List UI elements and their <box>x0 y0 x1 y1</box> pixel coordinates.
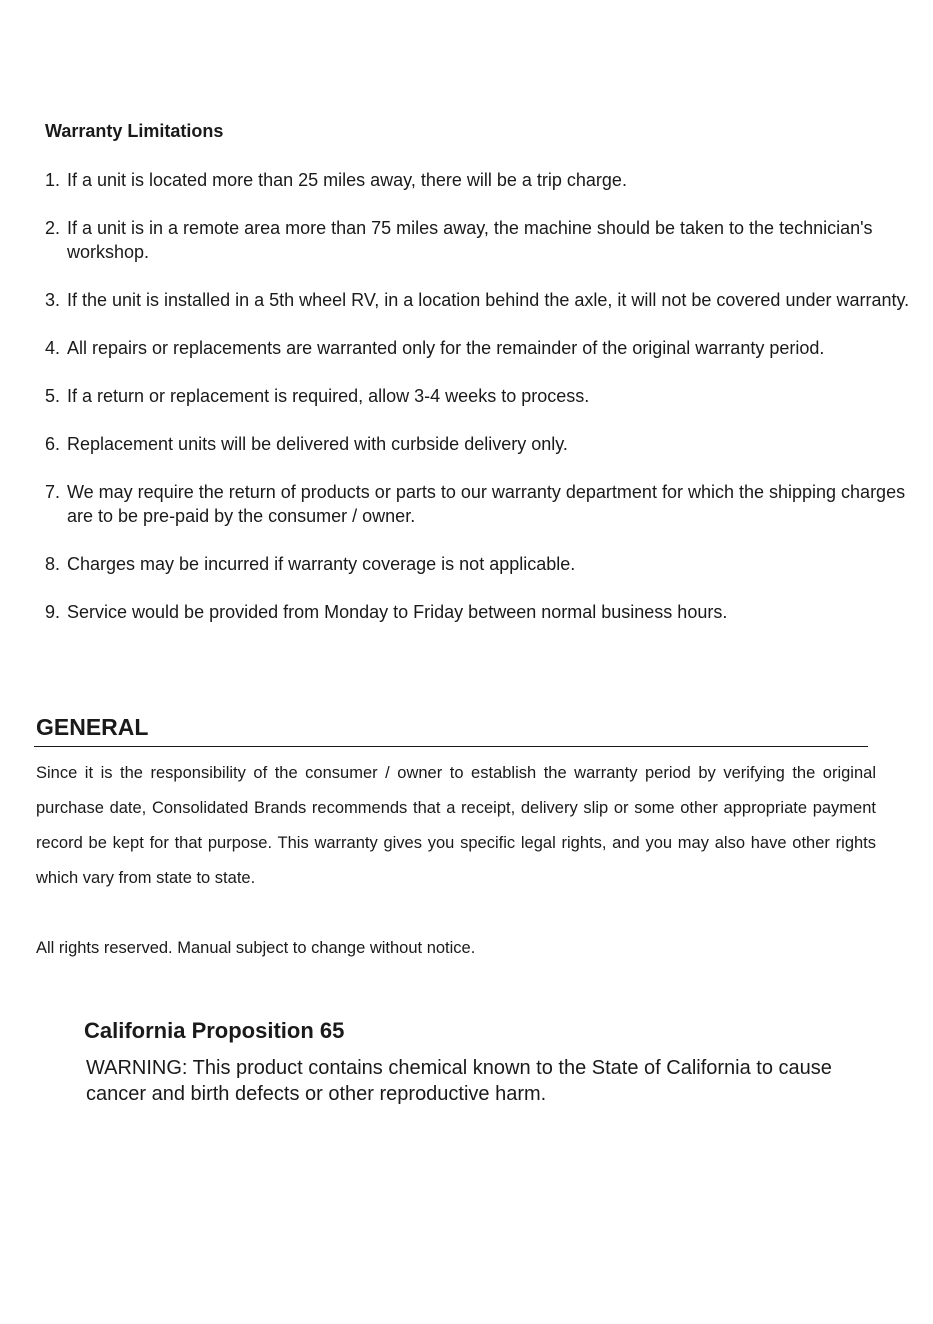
proposition-65-heading: California Proposition 65 <box>84 1018 345 1043</box>
item-text: All repairs or replacements are warranted only for the remainder of the original warranty period. <box>67 338 825 358</box>
warranty-item-7 <box>45 480 915 528</box>
general-divider <box>34 746 868 747</box>
item-number: 3. <box>45 290 61 310</box>
item-number: 6. <box>45 434 61 454</box>
item-text: Service would be provided from Monday to Friday between normal business hours. <box>67 602 728 622</box>
warranty-item-6 <box>45 432 915 456</box>
item-number: 8. <box>45 554 61 574</box>
item-number: 7. <box>45 482 61 502</box>
warranty-limitations-list <box>45 168 915 648</box>
warranty-item-3 <box>45 288 915 312</box>
warranty-item-5 <box>45 384 915 408</box>
proposition-65-warning: WARNING: This product contains chemical known to the State of California to cause cancer and birth defects or other reproductive harm. <box>86 1057 832 1105</box>
general-paragraph: Since it is the responsibility of the consumer / owner to establish the warranty period by verifying the original purchase date, Consolidated Brands recommends that a receipt, delivery slip or some other appropriate payment record be kept for that purpose. This warranty gives you specific legal rights, and you may also have other rights which vary from state to state. <box>36 764 876 887</box>
item-text: If a unit is located more than 25 miles away, there will be a trip charge. <box>67 170 627 190</box>
general-heading: GENERAL <box>36 714 149 740</box>
warranty-item-4 <box>45 336 915 360</box>
warranty-limitations-heading: Warranty Limitations <box>45 121 224 141</box>
item-number: 9. <box>45 602 61 622</box>
item-number: 4. <box>45 338 61 358</box>
warranty-item-1 <box>45 168 915 192</box>
item-number: 5. <box>45 386 61 406</box>
rights-notice: All rights reserved. Manual subject to change without notice. <box>36 939 476 957</box>
item-number: 2. <box>45 218 61 238</box>
warranty-item-8 <box>45 552 915 576</box>
item-text: Charges may be incurred if warranty coverage is not applicable. <box>67 554 576 574</box>
item-text: If the unit is installed in a 5th wheel RV, in a location behind the axle, it will not be covered under warranty. <box>67 290 910 310</box>
item-text: If a return or replacement is required, allow 3-4 weeks to process. <box>67 386 590 406</box>
warranty-item-2 <box>45 216 915 264</box>
item-text: We may require the return of products or parts to our warranty department for which the shipping charges are to be pre-paid by the consumer / owner. <box>67 482 906 526</box>
item-text: Replacement units will be delivered with curbside delivery only. <box>67 434 568 454</box>
warranty-item-9 <box>45 600 915 624</box>
item-text: If a unit is in a remote area more than 75 miles away, the machine should be taken to the technician's workshop. <box>67 218 873 262</box>
item-number: 1. <box>45 170 61 190</box>
